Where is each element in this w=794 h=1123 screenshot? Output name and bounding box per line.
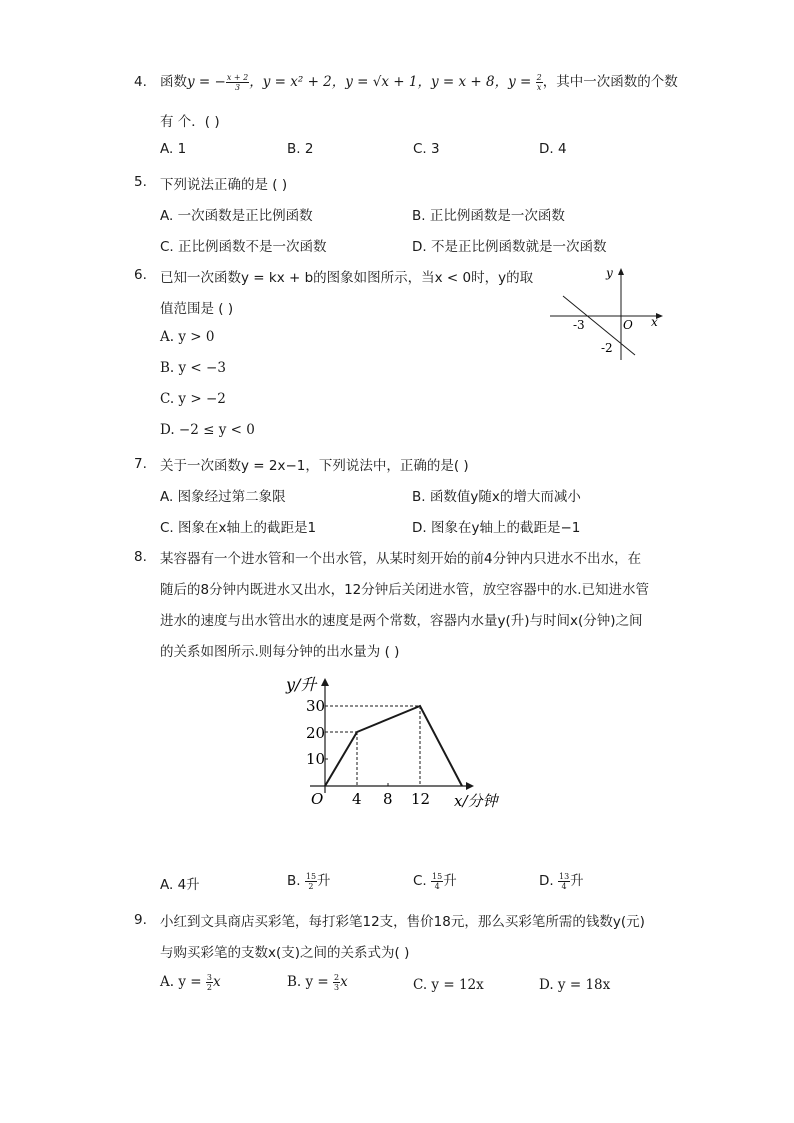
q4-option-a[interactable]: A. 1	[160, 141, 187, 157]
q4-f1-y: y = −	[187, 74, 226, 90]
q7-option-b[interactable]: B. 函数值y随x的增大而减小	[412, 489, 581, 505]
q6-option-d[interactable]: D. −2 ≤ y < 0	[160, 422, 255, 438]
q6-y-label: y	[606, 266, 613, 280]
q4-f1-frac: $\frac{x + 2}{3}$	[226, 72, 249, 92]
q4-option-d[interactable]: D. 4	[539, 141, 567, 157]
q8-stem-line1: 某容器有一个进水管和一个出水管，从某时刻开始的前4分钟内只进水不出水，在	[160, 551, 642, 567]
q8-graph	[280, 668, 530, 818]
q8-x-tick-4: 4	[352, 790, 362, 808]
q8-x-label: x/分钟	[454, 792, 498, 810]
q5-option-a[interactable]: A. 一次函数是正比例函数	[160, 208, 313, 224]
q4-lead: 函数	[160, 74, 187, 90]
q9-number: 9.	[134, 912, 147, 928]
q8-option-a[interactable]: A. 4升	[160, 877, 200, 893]
q8-y-label: y/升	[286, 675, 317, 694]
q8-x-arrow	[466, 782, 474, 790]
q5-option-b[interactable]: B. 正比例函数是一次函数	[412, 208, 565, 224]
q5-option-c[interactable]: C. 正比例函数不是一次函数	[160, 239, 327, 255]
q7-number: 7.	[134, 456, 147, 472]
q9-option-c[interactable]: C. y = 12x	[413, 977, 484, 993]
q6-y-arrow	[618, 268, 624, 275]
q5-number: 5.	[134, 174, 147, 190]
q9-stem-line1: 小红到文具商店买彩笔，每打彩笔12支，售价18元，那么买彩笔所需的钱数y(元)	[160, 914, 645, 930]
q4-option-c[interactable]: C. 3	[413, 141, 440, 157]
q8-x-tick-8: 8	[383, 790, 393, 808]
q7-option-d[interactable]: D. 图象在y轴上的截距是−1	[412, 520, 581, 536]
q6-option-a[interactable]: A. y > 0	[160, 329, 215, 345]
q6-y-intercept: -2	[601, 341, 613, 355]
q5-stem: 下列说法正确的是 ( )	[160, 177, 288, 193]
q4-option-b[interactable]: B. 2	[287, 141, 314, 157]
q4-number: 4.	[134, 74, 147, 90]
q6-x-label: x	[651, 315, 658, 329]
q7-option-a[interactable]: A. 图象经过第二象限	[160, 489, 286, 505]
q7-stem: 关于一次函数y = 2x−1，下列说法中，正确的是( )	[160, 458, 469, 474]
q6-stem-line2: 值范围是 ( )	[160, 301, 234, 317]
q8-y-tick-30: 30	[306, 697, 326, 715]
q9-option-d[interactable]: D. y = 18x	[539, 977, 611, 993]
q6-origin: O	[623, 318, 633, 332]
q4-f2: ，y = x² + 2，y = √x + 1，y = x + 8，y =	[249, 74, 536, 90]
q8-y-tick-20: 20	[306, 724, 326, 742]
q8-stem-line3: 进水的速度与出水管出水的速度是两个常数，容器内水量y(升)与时间x(分钟)之间	[160, 613, 643, 629]
q8-origin: O	[311, 790, 324, 808]
q4-f5-frac: $\frac{2}{x}$	[536, 72, 542, 92]
q7-option-c[interactable]: C. 图象在x轴上的截距是1	[160, 520, 317, 536]
q8-x-tick-12: 12	[411, 790, 431, 808]
q4-stem-line2: 有 个．( )	[160, 114, 220, 130]
q6-stem-line1: 已知一次函数y = kx + b的图象如图所示，当x < 0时，y的取	[160, 270, 534, 286]
q8-stem-line2: 随后的8分钟内既进水又出水，12分钟后关闭进水管，放空容器中的水.已知进水管	[160, 582, 650, 598]
q8-y-tick-10: 10	[306, 750, 326, 768]
q8-number: 8.	[134, 549, 147, 565]
q4-stem-line1	[160, 70, 678, 92]
q6-graph	[545, 262, 670, 367]
q8-water-line	[325, 706, 462, 786]
q6-number: 6.	[134, 267, 147, 283]
q8-option-d[interactable]: D. $\frac{13}{4}$ 升	[539, 871, 584, 891]
q8-y-arrow	[321, 678, 329, 686]
q4-tail: ，其中一次函数的个数	[542, 74, 678, 90]
q9-stem-line2: 与购买彩笔的支数x(支)之间的关系式为( )	[160, 945, 410, 961]
q8-option-c[interactable]: C. $\frac{15}{4}$ 升	[413, 871, 457, 891]
q5-option-d[interactable]: D. 不是正比例函数就是一次函数	[412, 239, 607, 255]
q6-option-c[interactable]: C. y > −2	[160, 391, 226, 407]
q8-stem-line4: 的关系如图所示.则每分钟的出水量为 ( )	[160, 644, 400, 660]
q9-option-a[interactable]: A. y = $\frac{3}{2}$ x	[160, 973, 221, 992]
q9-option-b[interactable]: B. y = $\frac{2}{3}$ x	[287, 973, 348, 992]
q6-x-intercept: -3	[573, 318, 585, 332]
q6-option-b[interactable]: B. y < −3	[160, 360, 226, 376]
q8-option-b[interactable]: B. $\frac{15}{2}$ 升	[287, 871, 331, 891]
